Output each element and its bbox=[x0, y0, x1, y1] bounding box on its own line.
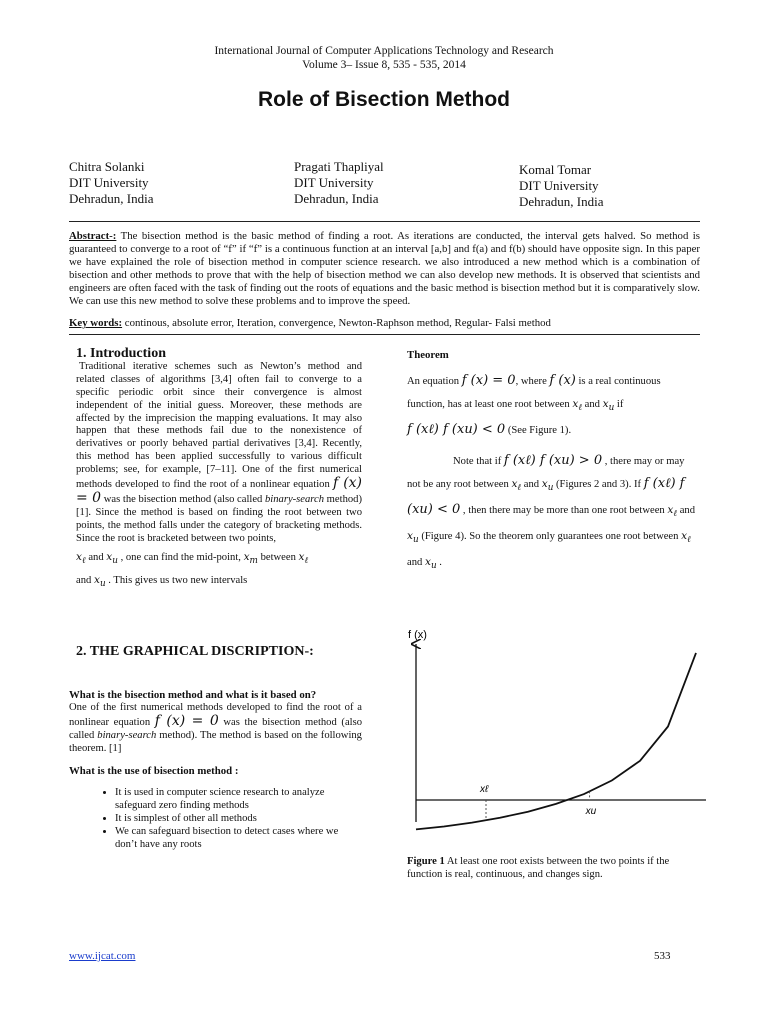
divider-bottom bbox=[69, 334, 700, 335]
s2-italic: binary-search bbox=[97, 729, 157, 741]
text-midpoint: , one can find the mid-point, bbox=[117, 551, 244, 563]
keywords-label: Key words: bbox=[69, 317, 123, 329]
figure-1-caption bbox=[407, 856, 699, 882]
thm-text-2: , where bbox=[515, 376, 550, 387]
section2-body bbox=[69, 689, 362, 852]
intro-last-line bbox=[76, 574, 362, 591]
thm-condition-2: f (xℓ) f (xu) > 0 bbox=[503, 453, 603, 469]
list-item: • It is used in computer science research to analyze safeguard zero finding methods bbox=[115, 787, 362, 813]
keywords bbox=[69, 317, 700, 330]
intro-paragraph bbox=[76, 361, 362, 546]
author-name: Pragati Thapliyal bbox=[294, 159, 384, 174]
paper-title: Role of Bisection Method bbox=[258, 88, 510, 111]
theorem-note: Note that if f (xℓ) f (xu) > 0 , there may or may not be any root between $x_\ell$ and $x_u$ (Figures 2 and 3). If f (xℓ) f (xu) < 0 , then there may be more than one root between $x_\ell$ and $x_u$ (Figure 4). So the theorem only guarantees one root between $x_\ell$ and $x_u$ . bbox=[407, 453, 695, 572]
theorem-statement: An equation f (x) = 0, where f (x) is a real continuous function, has at least one root between $x_\ell$ and $x_u$ if f (xℓ) f (xu) < 0 (See Figure 1). bbox=[407, 373, 661, 438]
thm-see: (See Figure 1). bbox=[505, 425, 572, 437]
author-affiliation: DIT University bbox=[69, 175, 149, 190]
figure-caption-text: At least one root exists between the two points if the function is real, continuous, and changes sign. bbox=[407, 856, 670, 880]
author-name: Chitra Solanki bbox=[69, 159, 145, 174]
author-1 bbox=[69, 159, 153, 207]
intro-italic: binary-search bbox=[264, 493, 325, 505]
intro-xl-line bbox=[76, 551, 362, 568]
theorem-heading: Theorem bbox=[407, 349, 449, 361]
abstract-label: Abstract-: bbox=[69, 230, 117, 242]
author-affiliation: DIT University bbox=[294, 175, 374, 190]
thm-if: if bbox=[614, 399, 624, 410]
thm-fx: f (x) bbox=[549, 373, 576, 388]
intro-section bbox=[76, 348, 362, 591]
use-list bbox=[69, 787, 362, 852]
note-text-3: (Figures 2 and 3). bbox=[553, 479, 632, 491]
text-between: between bbox=[257, 551, 299, 563]
var-xm: $x_m$ bbox=[243, 550, 258, 566]
note-text-5: (Figure 4). So the theorem only guarantees one root between bbox=[418, 531, 682, 543]
figure-label: Figure 1 bbox=[407, 856, 445, 867]
section2-heading: 2. THE GRAPHICAL DISCRIPTION-: bbox=[76, 644, 314, 659]
s2-text-1: One of the first numerical methods developed to find the root of a nonlinear equation bbox=[69, 701, 362, 728]
keywords-text: continous, absolute error, Iteration, convergence, Newton-Raphson method, Regular- Falsi method bbox=[122, 317, 551, 329]
note-text-1: Note that if bbox=[453, 456, 504, 468]
author-location: Dehradun, India bbox=[69, 191, 154, 206]
thm-text-1: An equation bbox=[407, 376, 462, 387]
footer-link[interactable]: www.ijcat.com bbox=[69, 950, 136, 962]
author-3 bbox=[519, 162, 603, 210]
var-xu-2: $x_u$ bbox=[93, 573, 106, 589]
abstract-text: The bisection method is the basic method of finding a root. As iterations are conducted, the interval gets halved. So method is guaranteed to converge to a root of “f” if “f” is a continuous function at an interval [a,b] and f(a) and f(b) should have opposite sign. In this paper we have explained the role of bisection method in computer science research. we also introduced a new method which is a combination of bisection and other methods to prove that with the help of bisection method we can also develop new methods. It is observed that scientists and engineers are often faced with the task of finding out the roots of equations and the basic method is bisection method but it is comparatively slow. We can use this new method to solve these problems and to improve the speed. bbox=[69, 230, 700, 307]
question-1: What is the bisection method and what is it based on? bbox=[69, 689, 317, 701]
divider-top bbox=[69, 221, 700, 222]
intro-text-3: method)[1]. Since the method is based on finding the root between two points, the method falls under the category of bracketing methods. Since the root is bracketed between two points, bbox=[76, 493, 362, 544]
text-and-2: and bbox=[76, 574, 94, 586]
function-curve bbox=[416, 653, 696, 830]
var-xl: $x_\ell$ bbox=[76, 550, 86, 566]
list-item: • It is simplest of other all methods bbox=[115, 813, 362, 826]
s2-equation: f (x) = 0 bbox=[154, 712, 219, 729]
thm-condition-1: f (xℓ) f (xu) < 0 bbox=[407, 422, 506, 438]
xu-annotation: xu bbox=[585, 806, 597, 817]
note-if: If bbox=[634, 479, 644, 491]
journal-name: International Journal of Computer Applications Technology and Research bbox=[214, 45, 554, 57]
note-text-6: . bbox=[436, 557, 442, 569]
section2-paragraph bbox=[69, 702, 362, 756]
list-item: • We can safeguard bisection to detect cases where we don’t have any roots bbox=[115, 826, 362, 852]
journal-volume: Volume 3– Issue 8, 535 - 535, 2014 bbox=[302, 59, 466, 71]
text-and: and bbox=[85, 551, 107, 563]
var-xu: $x_u$ bbox=[106, 550, 118, 566]
intro-text-2: was the bisection method (also called bbox=[101, 493, 265, 505]
s2-text-3: method). The method is based on the following theorem. [1] bbox=[69, 729, 362, 754]
author-name: Komal Tomar bbox=[519, 162, 592, 177]
var-xl-2: $x_\ell$ bbox=[298, 550, 309, 566]
page-number: 533 bbox=[654, 950, 671, 962]
text-intervals: . This gives us two new intervals bbox=[105, 574, 248, 586]
figure-1-chart bbox=[400, 622, 710, 854]
author-affiliation: DIT University bbox=[519, 178, 599, 193]
abstract bbox=[69, 230, 700, 308]
note-text-4: , then there may be more than one root between bbox=[460, 505, 668, 517]
s2-text-2: was the bisection method (also called bbox=[69, 716, 363, 741]
author-location: Dehradun, India bbox=[294, 191, 379, 206]
thm-equation: f (x) = 0 bbox=[461, 373, 516, 388]
y-axis-label: f (x) bbox=[408, 629, 427, 641]
theorem-section bbox=[407, 348, 699, 578]
intro-text-1: Traditional iterative schemes such as Newton’s method and related classes of algorithms [3,4] often fail to converge to a specific periodic orbit since their convergence is almost independent of the initial guess. Moreover, these methods are affected by the imprecision the mapping evaluations. It may also happen that these methods fail due to the nonexistence of derivatives or poorly behaved partial derivatives [3,4]. Recently, this method has been applied successfully to various difficult problems; see, for example, [7–11]. One of the first numerical methods developed to find the root of a nonlinear equation bbox=[76, 360, 362, 491]
author-location: Dehradun, India bbox=[519, 194, 604, 209]
intro-equation: f (x) = 0 bbox=[76, 475, 363, 506]
author-2 bbox=[294, 159, 384, 207]
intro-heading: 1. Introduction bbox=[76, 346, 166, 361]
question-2: What is the use of bisection method : bbox=[69, 764, 239, 777]
thm-text-3: is a real continuous function, has at least one root between bbox=[407, 376, 661, 410]
note-text-2: , there may or may not be any root between bbox=[407, 456, 685, 491]
journal-header bbox=[0, 44, 768, 72]
xl-annotation: xℓ bbox=[480, 784, 489, 795]
thm-condition-3: f (xℓ) f (xu) < 0 bbox=[407, 476, 685, 518]
graphical-section bbox=[76, 646, 362, 659]
